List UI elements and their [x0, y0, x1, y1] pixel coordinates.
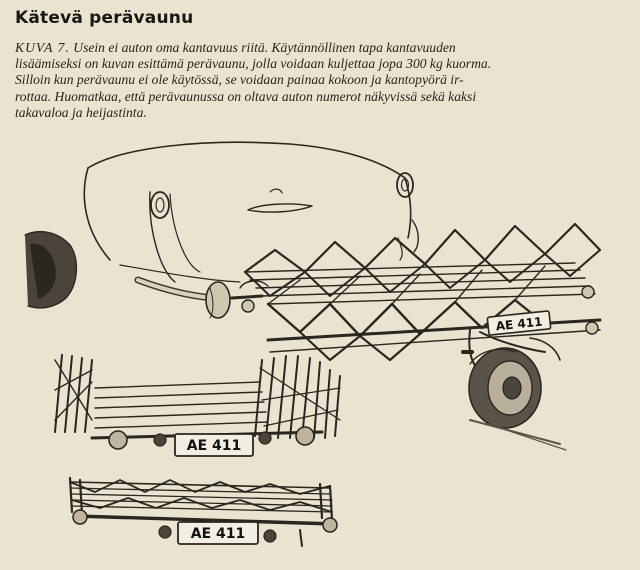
plate-flat-text: AE 411 — [190, 526, 246, 542]
figure-caption — [15, 40, 625, 121]
caption-line-4: rottaa. Huomatkaa, että perävaunussa on oltava auton numerot näkyvissä sekä kaksi — [15, 88, 477, 104]
trailer-illustration — [0, 120, 640, 570]
car-rear-drawing — [25, 142, 418, 318]
caption-line-5: takavaloa ja heijastinta. — [15, 104, 147, 120]
caption-label: KUVA 7. — [15, 40, 70, 55]
caption-line-3: Silloin kun perävaunu ei ole käytössä, se voidaan painaa kokoon ja kantopyörä ir- — [15, 72, 464, 88]
plate-main-text: AE 411 — [495, 314, 544, 334]
caption-line-2: lisäämiseksi on kuvan esittämä perävaunu, jolla voidaan kuljettaa jopa 300 kg kuorma. — [15, 56, 492, 72]
plate-partial-text: AE 411 — [186, 438, 242, 454]
caption-line-1: Usein ei auton oma kantavuus riitä. Käytännöllinen tapa kantavuuden — [73, 40, 456, 55]
trailer-extended-drawing — [242, 224, 600, 450]
article-heading: Kätevä perävaunu — [15, 8, 194, 28]
